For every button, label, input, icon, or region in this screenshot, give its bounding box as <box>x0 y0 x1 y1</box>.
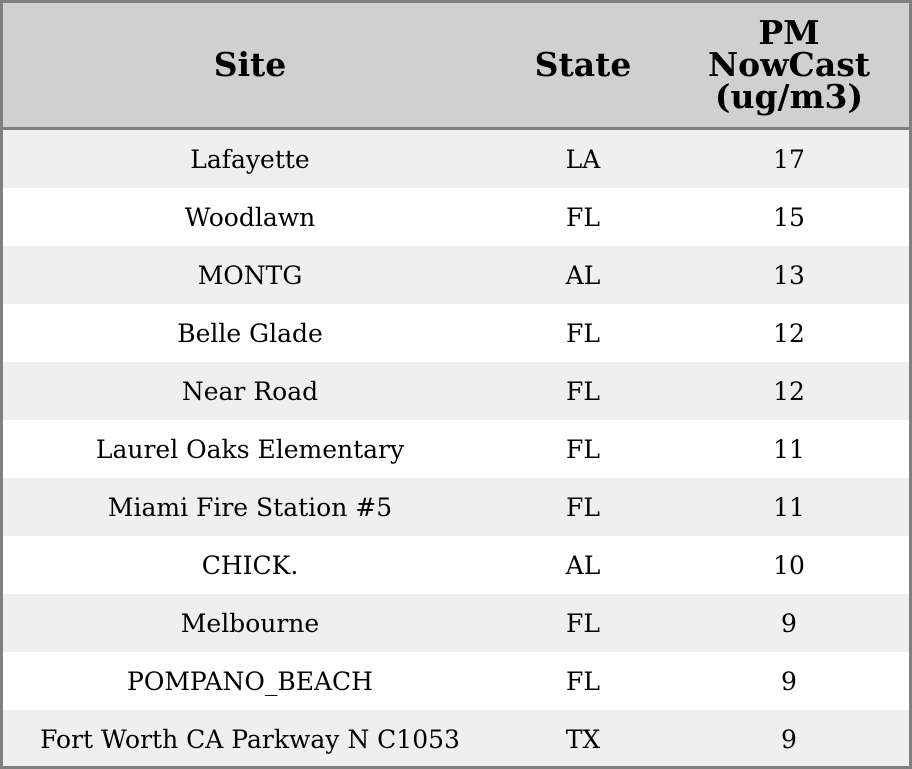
cell-state: FL <box>497 188 669 246</box>
cell-state: FL <box>497 362 669 420</box>
header-state <box>497 3 669 129</box>
header-site-label: Site <box>213 45 287 84</box>
table-row <box>3 536 909 594</box>
cell-state: FL <box>497 304 669 362</box>
cell-pm-nowcast: 9 <box>669 652 909 710</box>
table-row <box>3 710 909 768</box>
cell-site: Woodlawn <box>3 188 497 246</box>
header-pm-nowcast <box>669 3 909 129</box>
table-row <box>3 188 909 246</box>
table-row <box>3 594 909 652</box>
header-pm-line-2: NowCast <box>707 45 871 84</box>
cell-pm-nowcast: 17 <box>669 129 909 189</box>
table-row <box>3 420 909 478</box>
header-site <box>3 3 497 129</box>
cell-site: Melbourne <box>3 594 497 652</box>
header-state-label: State <box>534 45 632 84</box>
cell-state: FL <box>497 652 669 710</box>
table-row <box>3 246 909 304</box>
cell-site: CHICK. <box>3 536 497 594</box>
cell-pm-nowcast: 15 <box>669 188 909 246</box>
table-row <box>3 304 909 362</box>
cell-site: Fort Worth CA Parkway N C1053 <box>3 710 497 768</box>
cell-site: Near Road <box>3 362 497 420</box>
cell-pm-nowcast: 9 <box>669 710 909 768</box>
cell-site: Miami Fire Station #5 <box>3 478 497 536</box>
cell-site: Belle Glade <box>3 304 497 362</box>
cell-pm-nowcast: 11 <box>669 478 909 536</box>
header-pm-line-1: PM <box>758 13 820 52</box>
cell-state: FL <box>497 478 669 536</box>
table-row <box>3 129 909 189</box>
table-header <box>3 3 909 129</box>
cell-pm-nowcast: 10 <box>669 536 909 594</box>
table-row <box>3 652 909 710</box>
data-table <box>3 3 909 768</box>
cell-pm-nowcast: 12 <box>669 362 909 420</box>
cell-state: TX <box>497 710 669 768</box>
cell-state: AL <box>497 536 669 594</box>
cell-site: Laurel Oaks Elementary <box>3 420 497 478</box>
cell-state: FL <box>497 594 669 652</box>
cell-site: POMPANO_BEACH <box>3 652 497 710</box>
cell-pm-nowcast: 13 <box>669 246 909 304</box>
table-row <box>3 478 909 536</box>
cell-site: MONTG <box>3 246 497 304</box>
cell-pm-nowcast: 9 <box>669 594 909 652</box>
cell-state: LA <box>497 129 669 189</box>
cell-pm-nowcast: 11 <box>669 420 909 478</box>
header-pm-line-3: (ug/m3) <box>714 77 864 116</box>
table-row <box>3 362 909 420</box>
cell-state: AL <box>497 246 669 304</box>
cell-state: FL <box>497 420 669 478</box>
header-row <box>3 3 909 129</box>
cell-site: Lafayette <box>3 129 497 189</box>
cell-pm-nowcast: 12 <box>669 304 909 362</box>
table-body <box>3 129 909 769</box>
